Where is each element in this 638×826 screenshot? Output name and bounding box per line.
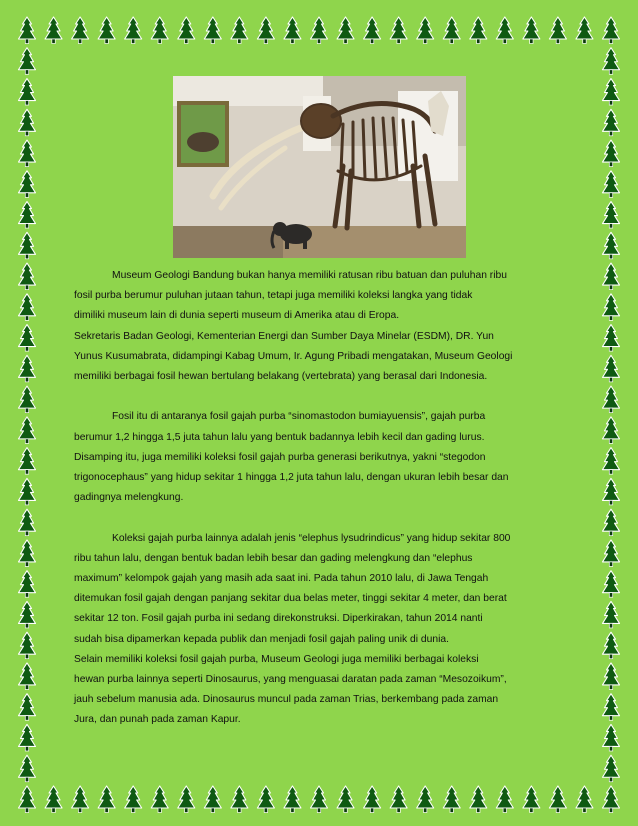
pine-tree-icon [19, 171, 36, 198]
article-line: trigonocephaus” yang hidup sekitar 1 hingga 1,2 juta tahun lalu, dengan ukuran lebih besar dan [74, 472, 509, 484]
pine-tree-icon [311, 786, 328, 813]
pine-tree-icon [417, 786, 434, 813]
pine-tree-icon [364, 786, 381, 813]
pine-tree-icon [19, 202, 36, 229]
article-line: Fosil itu di antaranya fosil gajah purba “sinomastodon bumiayuensis”, gajah purba [112, 411, 486, 423]
mammoth-skeleton-photo [173, 76, 466, 258]
article-line: gadingnya melengkung. [74, 492, 184, 504]
pine-tree-icon [72, 786, 89, 813]
pine-tree-icon [72, 17, 89, 44]
pine-tree-icon [19, 355, 36, 382]
pine-tree-icon [523, 786, 540, 813]
pine-tree-icon [178, 786, 195, 813]
pine-tree-icon [603, 79, 620, 106]
pine-tree-icon [19, 571, 36, 598]
pine-tree-icon [603, 294, 620, 321]
pine-tree-icon [19, 386, 36, 413]
pine-tree-icon [603, 724, 620, 751]
pine-tree-icon [284, 786, 301, 813]
pine-tree-icon [364, 17, 381, 44]
pine-tree-icon [603, 663, 620, 690]
pine-tree-icon [231, 786, 248, 813]
article-line: fosil purba berumur puluhan jutaan tahun, tetapi juga memiliki koleksi langka yang tidak [74, 290, 473, 302]
pine-tree-icon [470, 786, 487, 813]
pine-tree-icon [603, 632, 620, 659]
pine-tree-icon [19, 325, 36, 352]
article-line: ribu tahun lalu, dengan bentuk badan lebih besar dan gading melengkung dan “elephus [74, 552, 473, 564]
pine-tree-icon [19, 263, 36, 290]
pine-tree-icon [337, 17, 354, 44]
pine-tree-icon [603, 417, 620, 444]
pine-tree-icon [231, 17, 248, 44]
pine-tree-icon [549, 17, 566, 44]
article-body [74, 266, 566, 731]
article-line: jauh sebelum manusia ada. Dinosaurus muncul pada zaman Trias, berkembang pada zaman [74, 694, 499, 706]
pine-tree-icon [19, 294, 36, 321]
pine-tree-icon [311, 17, 328, 44]
pine-tree-icon [603, 448, 620, 475]
pine-tree-icon [19, 140, 36, 167]
article-line: Disamping itu, juga memiliki koleksi fosil gajah purba generasi berikutnya, yakni “stegodon [74, 451, 486, 463]
pine-tree-icon [576, 786, 593, 813]
article-line: dimiliki museum lain di dunia seperti museum di Amerika atau di Eropa. [74, 310, 400, 322]
pine-tree-icon [603, 386, 620, 413]
pine-tree-icon [178, 17, 195, 44]
pine-tree-icon [603, 325, 620, 352]
pine-tree-icon [337, 786, 354, 813]
pine-tree-icon [603, 509, 620, 536]
article-line: Museum Geologi Bandung bukan hanya memiliki ratusan ribu batuan dan puluhan ribu [112, 270, 507, 281]
pine-tree-icon [603, 17, 620, 44]
pine-tree-icon [151, 17, 168, 44]
pine-tree-icon [603, 355, 620, 382]
pine-tree-icon [125, 786, 142, 813]
pine-tree-icon [19, 632, 36, 659]
pine-tree-icon [19, 478, 36, 505]
pine-tree-icon [549, 786, 566, 813]
pine-tree-icon [496, 17, 513, 44]
pine-tree-icon [19, 509, 36, 536]
pine-tree-icon [19, 232, 36, 259]
pine-tree-icon [603, 202, 620, 229]
pine-tree-icon [125, 17, 142, 44]
pine-tree-icon [603, 786, 620, 813]
article-line: sekitar 12 ton. Fosil gajah purba ini sedang direkonstruksi. Diperkirakan, tahun 2014 nanti [74, 613, 483, 625]
pine-tree-icon [390, 786, 407, 813]
pine-tree-icon [603, 694, 620, 721]
pine-tree-icon [19, 79, 36, 106]
pine-tree-icon [603, 48, 620, 74]
article-line: Jura, dan punah pada zaman Kapur. [74, 714, 241, 726]
pine-tree-icon [19, 663, 36, 690]
pine-tree-icon [19, 786, 36, 813]
pine-tree-icon [603, 478, 620, 505]
pine-tree-icon [19, 694, 36, 721]
pine-tree-icon [390, 17, 407, 44]
article-line: hewan purba lainnya seperti Dinosaurus, yang menguasai daratan pada zaman “Mesozoikum”, [74, 674, 507, 686]
pine-tree-icon [417, 17, 434, 44]
pine-tree-icon [603, 171, 620, 198]
pine-tree-icon [284, 17, 301, 44]
pine-tree-icon [204, 17, 221, 44]
pine-tree-icon [470, 17, 487, 44]
pine-tree-icon [45, 17, 62, 44]
pine-tree-icon [603, 755, 620, 782]
pine-tree-icon [45, 786, 62, 813]
pine-tree-icon [19, 448, 36, 475]
pine-tree-icon [603, 109, 620, 136]
blank-line [74, 508, 566, 528]
pine-tree-icon [257, 17, 274, 44]
pine-tree-icon [496, 786, 513, 813]
pine-tree-icon [603, 232, 620, 259]
article-line: ditemukan fosil gajah dengan panjang sekitar dua belas meter, tinggi sekitar 4 meter, dan berat [74, 593, 507, 605]
pine-tree-icon [19, 109, 36, 136]
pine-tree-icon [19, 417, 36, 444]
pine-tree-icon [576, 17, 593, 44]
pine-tree-icon [19, 601, 36, 628]
pine-tree-icon [98, 17, 115, 44]
pine-tree-icon [603, 571, 620, 598]
pine-tree-icon [603, 540, 620, 567]
pine-tree-icon [19, 540, 36, 567]
pine-tree-icon [19, 724, 36, 751]
pine-tree-icon [98, 786, 115, 813]
pine-tree-icon [257, 786, 274, 813]
pine-tree-icon [443, 17, 460, 44]
article-line: Sekretaris Badan Geologi, Kementerian Energi dan Sumber Daya Minelar (ESDM), DR. Yun [74, 330, 494, 342]
blank-line [74, 387, 566, 407]
pine-tree-icon [443, 786, 460, 813]
article-line: memiliki berbagai fosil hewan bertulang belakang (vertebrata) yang berasal dari Indonesia. [74, 371, 488, 383]
pine-tree-icon [204, 786, 221, 813]
article-line: sudah bisa dipamerkan kepada publik dan menjadi fosil gajah paling unik di dunia. [74, 633, 449, 645]
pine-tree-icon [151, 786, 168, 813]
pine-tree-icon [603, 263, 620, 290]
article-line: maximum” kelompok gajah yang masih ada saat ini. Pada tahun 2010 lalu, di Jawa Tengah [74, 573, 489, 585]
pine-tree-icon [19, 48, 36, 74]
article-line: berumur 1,2 hingga 1,5 juta tahun lalu yang bentuk badannya lebih kecil dan gading lurus. [74, 431, 485, 443]
article-line: Yunus Kusumabrata, didampingi Kabag Umum, Ir. Agung Pribadi mengatakan, Museum Geologi [74, 350, 513, 362]
pine-tree-icon [603, 601, 620, 628]
pine-tree-icon [523, 17, 540, 44]
article-line: Selain memiliki koleksi fosil gajah purba, Museum Geologi juga memiliki berbagai koleksi [74, 653, 479, 665]
article-line: Koleksi gajah purba lainnya adalah jenis “elephus lysudrindicus” yang hidup sekitar 800 [112, 532, 511, 544]
pine-tree-icon [19, 17, 36, 44]
pine-tree-icon [19, 755, 36, 782]
pine-tree-icon [603, 140, 620, 167]
